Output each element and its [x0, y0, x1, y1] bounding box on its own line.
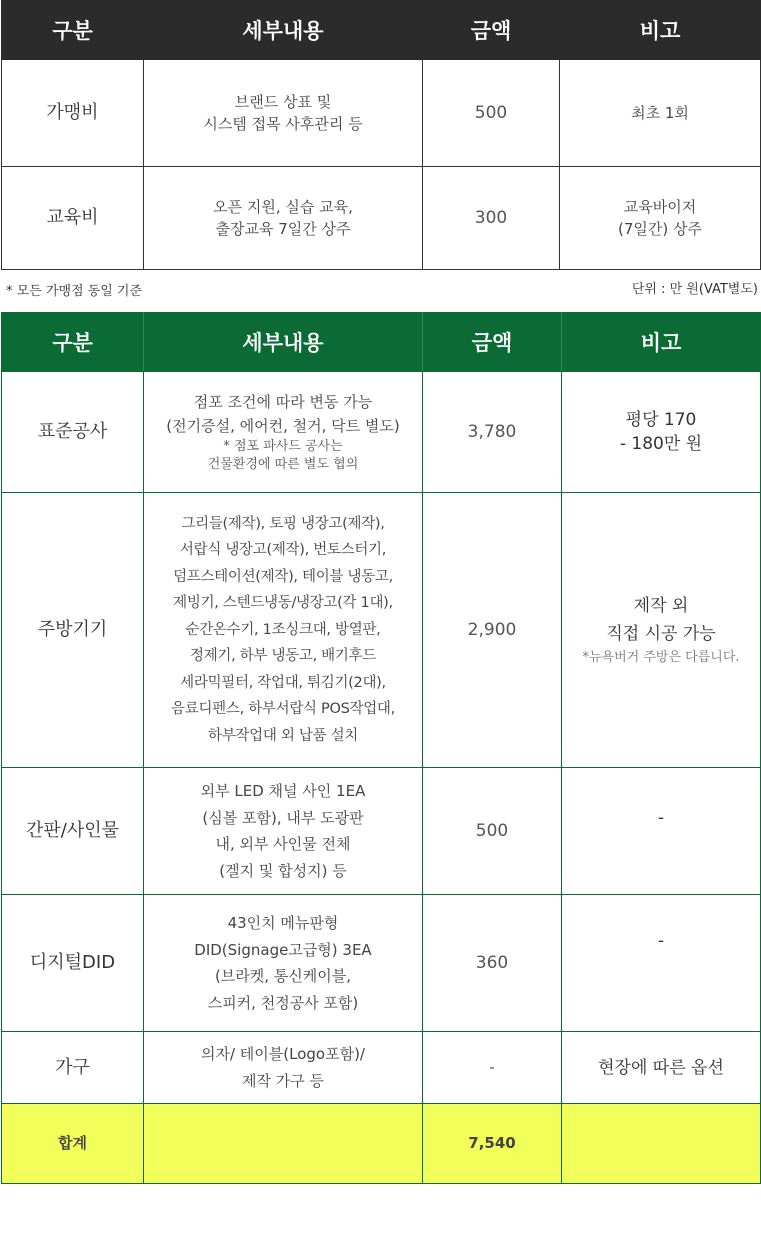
note-line: 최초 1회 [631, 104, 689, 122]
note-line: - 180만 원 [619, 434, 703, 454]
note-line: (7일간) 상주 [618, 220, 702, 238]
detail-small-line: * 점포 파사드 공사는 [223, 439, 343, 454]
detail-line: 하부작업대 외 납품 설치 [208, 727, 358, 744]
row-detail [144, 768, 423, 895]
header-category: 구분 [2, 313, 144, 372]
detail-line: 순간온수기, 1조싱크대, 방열판, [185, 621, 381, 638]
detail-line: 출장교육 7일간 상주 [215, 220, 351, 238]
total-amount: 7,540 [423, 1104, 562, 1184]
row-detail [144, 167, 423, 270]
total-label: 합계 [2, 1104, 144, 1184]
row-amount: 360 [423, 895, 562, 1032]
detail-line: 스피커, 천정공사 포함) [207, 993, 359, 1012]
header-detail: 세부내용 [144, 1, 423, 60]
row-category: 디지털DID [2, 895, 144, 1032]
header-category: 구분 [2, 1, 144, 60]
detail-line: (심볼 포함), 내부 도광판 [202, 808, 364, 827]
detail-line: 제작 가구 등 [242, 1071, 324, 1090]
header-amount: 금액 [423, 1, 560, 60]
row-amount: 500 [423, 60, 560, 167]
row-note [560, 60, 761, 167]
row-category: 교육비 [2, 167, 144, 270]
fee-table-1 [1, 0, 761, 270]
row-note [562, 493, 761, 768]
row-category: 주방기기 [2, 493, 144, 768]
detail-line: 정제기, 하부 냉동고, 배기후드 [189, 648, 377, 665]
detail-line: 내, 외부 사인물 전체 [215, 835, 351, 853]
table-row-standard-construction [2, 372, 761, 493]
row-detail [144, 372, 423, 493]
detail-line: DID(Signage고급형) 3EA [194, 940, 372, 959]
header-detail: 세부내용 [144, 313, 423, 372]
fee-table-2 [1, 312, 761, 1184]
row-amount: 500 [423, 768, 562, 895]
detail-line: 덤프스테이션(제작), 테이블 냉동고, [173, 568, 393, 585]
note-small-line: *뉴욕버거 주방은 다릅니다. [582, 650, 740, 665]
note-line: 평당 170 [625, 410, 697, 430]
row-note [562, 372, 761, 493]
footnote-standard: * 모든 가맹점 동일 기준 [6, 284, 143, 299]
row-note [562, 895, 761, 1032]
row-detail [144, 895, 423, 1032]
note-line: - [657, 931, 665, 951]
table1-header-row [2, 1, 761, 60]
note-line: 제작 외 [633, 596, 689, 616]
table-row-furniture [2, 1032, 761, 1104]
detail-line: (전기증설, 에어컨, 철거, 닥트 별도) [166, 417, 400, 435]
note-line: - [657, 808, 665, 828]
detail-line: 의자/ 테이블(Logo포함)/ [201, 1045, 365, 1063]
header-amount: 금액 [423, 313, 562, 372]
detail-line: 제빙기, 스텐드냉동/냉장고(각 1대), [173, 595, 393, 612]
detail-line: 음료디펜스, 하부서랍식 POS작업대, [171, 701, 395, 718]
row-amount: 2,900 [423, 493, 562, 768]
detail-line: 점포 조건에 따라 변동 가능 [193, 393, 373, 411]
detail-line: 43인치 메뉴판형 [227, 914, 339, 932]
detail-line: 세라믹필터, 작업대, 튀김기(2대), [180, 674, 386, 691]
total-note [562, 1104, 761, 1184]
table-row-digital-did [2, 895, 761, 1032]
detail-small-line: 건물환경에 따른 별도 협의 [207, 457, 359, 472]
detail-line: 외부 LED 채널 사인 1EA [200, 782, 366, 800]
table-row-kitchen-equipment [2, 493, 761, 768]
row-note [560, 167, 761, 270]
note-line: 교육바이저 [623, 198, 697, 216]
table-row-signage [2, 768, 761, 895]
unit-note: 단위 : 만 원(VAT별도) [631, 282, 758, 297]
header-note: 비고 [562, 313, 761, 372]
row-detail [144, 493, 423, 768]
note-line: 현장에 따른 옵션 [598, 1057, 724, 1078]
table2-header-row [2, 313, 761, 372]
row-category: 간판/사인물 [2, 768, 144, 895]
detail-line: 오픈 지원, 실습 교육, [213, 198, 353, 216]
table-row-franchise-fee [2, 60, 761, 167]
row-amount: - [423, 1032, 562, 1104]
row-amount: 3,780 [423, 372, 562, 493]
row-amount: 300 [423, 167, 560, 270]
row-category: 표준공사 [2, 372, 144, 493]
detail-line: (브라켓, 통신케이블, [214, 967, 352, 985]
row-note [562, 768, 761, 895]
row-category: 가맹비 [2, 60, 144, 167]
row-detail [144, 60, 423, 167]
header-note: 비고 [560, 1, 761, 60]
detail-line: 그리들(제작), 토핑 냉장고(제작), [181, 515, 385, 532]
total-detail [144, 1104, 423, 1184]
row-note [562, 1032, 761, 1104]
detail-line: 시스템 접목 사후관리 등 [203, 115, 363, 133]
detail-line: 브랜드 상표 및 [234, 93, 332, 111]
table-row-total [2, 1104, 761, 1184]
row-detail [144, 1032, 423, 1104]
note-line: 직접 시공 가능 [606, 624, 716, 644]
detail-line: 서랍식 냉장고(제작), 번토스터기, [179, 542, 387, 559]
detail-line: (겔지 및 합성지) 등 [219, 861, 347, 880]
table-row-education-fee [2, 167, 761, 270]
row-category: 가구 [2, 1032, 144, 1104]
